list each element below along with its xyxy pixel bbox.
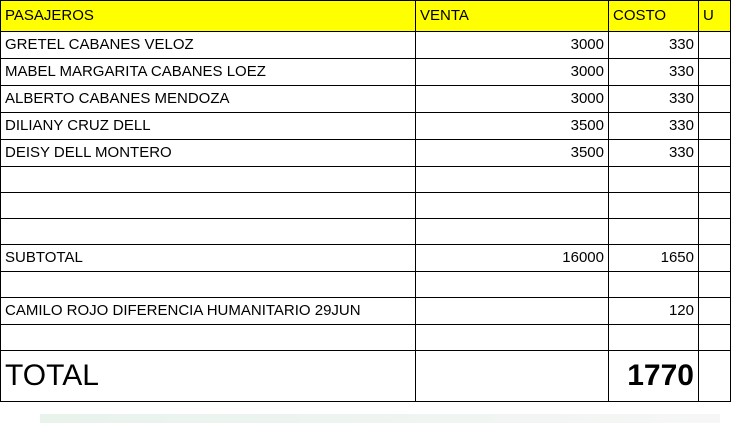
cell-venta[interactable] [416,167,609,193]
table-row [1,298,731,325]
cell-pasajero[interactable]: DEISY DELL MONTERO [1,140,416,167]
cell-costo[interactable]: 120 [609,298,699,325]
cell-pasajero[interactable] [1,193,416,219]
table-row [1,140,731,167]
cell-u[interactable] [699,59,731,86]
total-costo-cell[interactable]: 1770 [609,351,699,402]
table-row [1,245,731,272]
header-cell-u[interactable]: U [699,1,731,32]
table-row [1,325,731,351]
header-cell-venta[interactable]: VENTA [416,1,609,32]
cell-venta[interactable] [416,193,609,219]
header-cell-pasajeros[interactable]: PASAJEROS [1,1,416,32]
cell-venta[interactable]: 3000 [416,86,609,113]
table-row [1,86,731,113]
table-row [1,193,731,219]
cell-costo[interactable] [609,167,699,193]
cell-u[interactable] [699,140,731,167]
spreadsheet-body [1,1,731,402]
cell-pasajero[interactable] [1,167,416,193]
cell-venta[interactable]: 16000 [416,245,609,272]
total-venta-cell[interactable] [416,351,609,402]
cell-pasajero[interactable]: CAMILO ROJO DIFERENCIA HUMANITARIO 29JUN [1,298,416,325]
cell-venta[interactable] [416,298,609,325]
cell-costo[interactable] [609,325,699,351]
cell-pasajero[interactable]: GRETEL CABANES VELOZ [1,32,416,59]
cell-u[interactable] [699,32,731,59]
cell-pasajero[interactable]: SUBTOTAL [1,245,416,272]
cell-u[interactable] [699,298,731,325]
total-row [1,351,731,402]
bottom-strip [40,414,720,423]
table-row [1,59,731,86]
cell-u[interactable] [699,272,731,298]
cell-pasajero[interactable]: DILIANY CRUZ DELL [1,113,416,140]
cell-venta[interactable]: 3500 [416,140,609,167]
cell-venta[interactable] [416,219,609,245]
cell-costo[interactable]: 330 [609,32,699,59]
cell-venta[interactable]: 3000 [416,32,609,59]
cell-pasajero[interactable]: ALBERTO CABANES MENDOZA [1,86,416,113]
cell-pasajero[interactable] [1,272,416,298]
header-row [1,1,731,32]
table-row [1,219,731,245]
cell-pasajero[interactable] [1,219,416,245]
cell-costo[interactable] [609,193,699,219]
cell-venta[interactable] [416,272,609,298]
cell-costo[interactable]: 330 [609,86,699,113]
table-row [1,113,731,140]
cell-u[interactable] [699,193,731,219]
cell-venta[interactable]: 3000 [416,59,609,86]
total-u-cell[interactable] [699,351,731,402]
cell-u[interactable] [699,325,731,351]
cell-u[interactable] [699,113,731,140]
header-cell-costo[interactable]: COSTO [609,1,699,32]
table-row [1,32,731,59]
cell-costo[interactable] [609,272,699,298]
table-row [1,272,731,298]
total-label-cell[interactable]: TOTAL [1,351,416,402]
cell-costo[interactable]: 1650 [609,245,699,272]
cell-u[interactable] [699,167,731,193]
cell-u[interactable] [699,219,731,245]
cell-pasajero[interactable] [1,325,416,351]
cell-venta[interactable] [416,325,609,351]
cell-venta[interactable]: 3500 [416,113,609,140]
cell-u[interactable] [699,245,731,272]
cell-u[interactable] [699,86,731,113]
table-row [1,167,731,193]
cell-costo[interactable]: 330 [609,113,699,140]
cell-costo[interactable]: 330 [609,140,699,167]
cell-pasajero[interactable]: MABEL MARGARITA CABANES LOEZ [1,59,416,86]
cell-costo[interactable] [609,219,699,245]
cell-costo[interactable]: 330 [609,59,699,86]
